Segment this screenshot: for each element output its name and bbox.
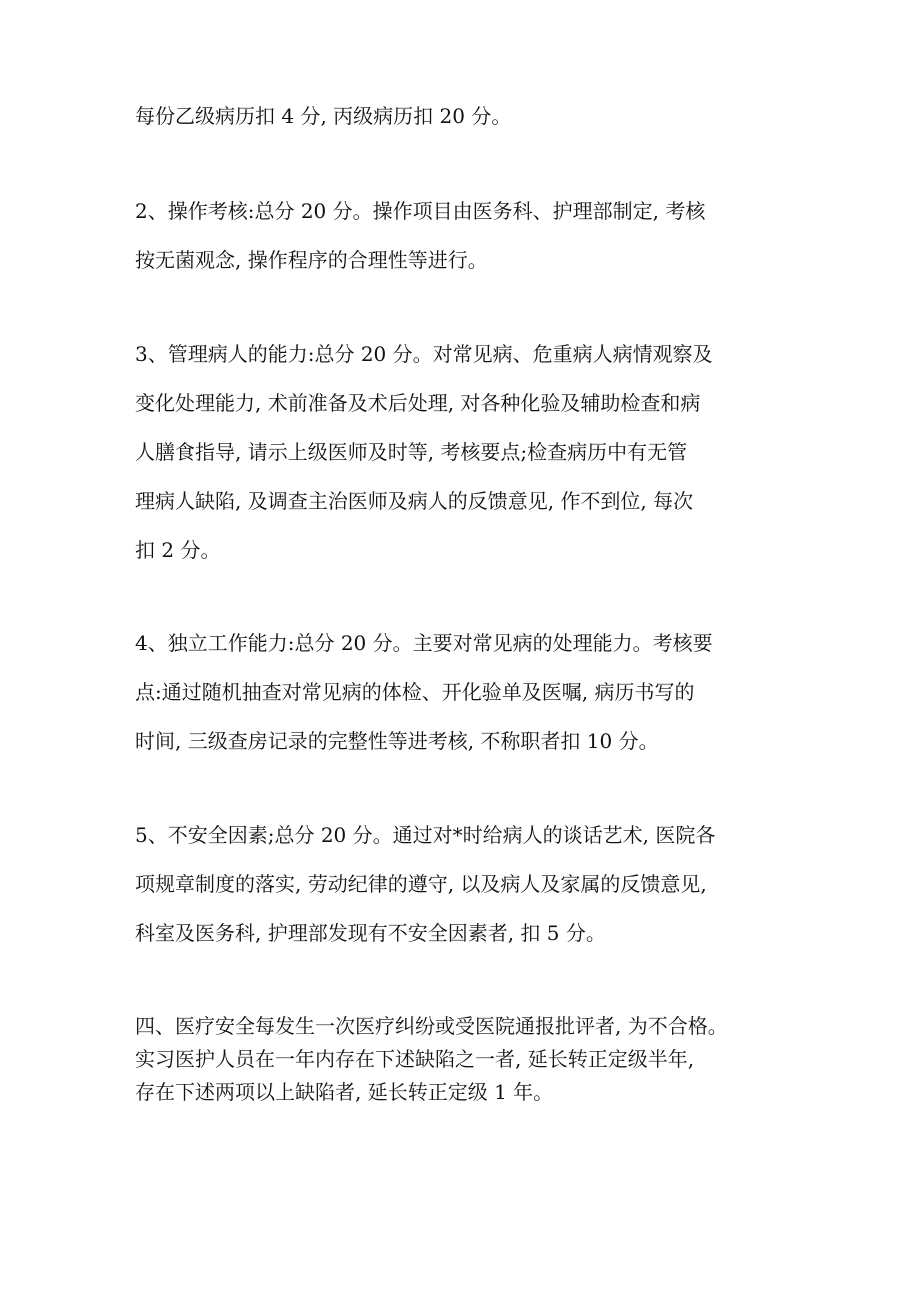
text-line: 理病人缺陷, 及调查主治医师及病人的反馈意见, 作不到位, 每次 xyxy=(135,489,694,513)
text-line: 2、操作考核:总分 20 分。操作项目由医务科、护理部制定, 考核 xyxy=(135,199,706,223)
text-line: 存在下述两项以上缺陷者, 延长转正定级 1 年。 xyxy=(135,1080,554,1104)
item-5-paragraph xyxy=(135,811,807,958)
text-line: 人膳食指导, 请示上级医师及时等, 考核要点;检查病历中有无管 xyxy=(135,440,688,464)
text-line: 时间, 三级查房记录的完整性等进考核, 不称职者扣 10 分。 xyxy=(135,729,659,753)
text-line: 每份乙级病历扣 4 分, 丙级病历扣 20 分。 xyxy=(135,104,512,128)
text-line: 项规章制度的落实, 劳动纪律的遵守, 以及病人及家属的反馈意见, xyxy=(135,872,707,896)
section-4-paragraph xyxy=(135,1010,807,1109)
text-line: 四、医疗安全每发生一次医疗纠纷或受医院通报批评者, 为不合格。 xyxy=(135,1014,728,1038)
text-line: 点:通过随机抽查对常见病的体检、开化验单及医嘱, 病历书写的 xyxy=(135,680,695,704)
text-line: 科室及医务科, 护理部发现有不安全因素者, 扣 5 分。 xyxy=(135,921,606,945)
continuation-paragraph xyxy=(135,92,807,141)
text-line: 4、独立工作能力:总分 20 分。主要对常见病的处理能力。考核要 xyxy=(135,631,713,655)
text-line: 5、不安全因素;总分 20 分。通过对*时给病人的谈话艺术, 医院各 xyxy=(135,823,716,847)
text-line: 3、管理病人的能力:总分 20 分。对常见病、危重病人病情观察及 xyxy=(135,342,713,366)
text-line: 按无菌观念, 操作程序的合理性等进行。 xyxy=(135,248,488,272)
item-4-paragraph xyxy=(135,619,807,766)
text-line: 扣 2 分。 xyxy=(135,538,221,562)
text-line: 变化处理能力, 术前准备及术后处理, 对各种化验及辅助检查和病 xyxy=(135,391,701,415)
item-2-paragraph xyxy=(135,187,807,285)
text-line: 实习医护人员在一年内存在下述缺陷之一者, 延长转正定级半年, xyxy=(135,1047,695,1071)
item-3-paragraph xyxy=(135,330,807,575)
